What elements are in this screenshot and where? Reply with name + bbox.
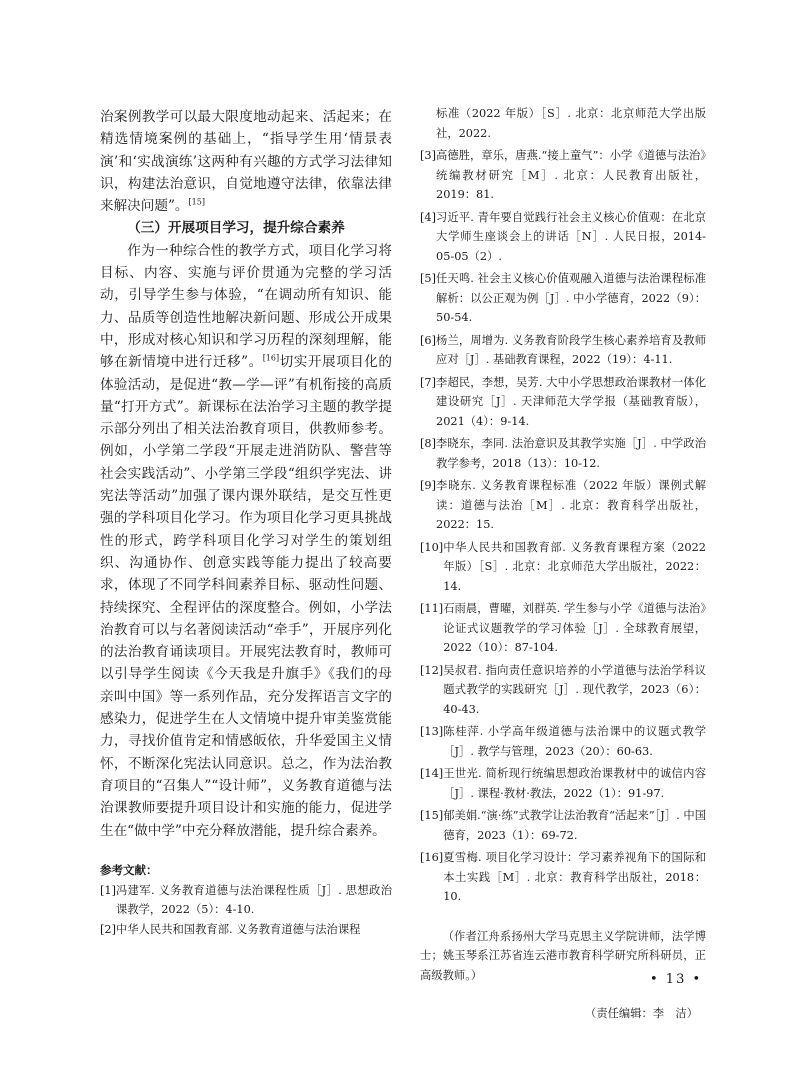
reference-number: [9] (420, 479, 437, 492)
paragraph-text: 作为一种综合性的教学方式，项目化学习将目标、内容、实施与评价贯通为完整的学习活动，引导学生参与体验，“在调动所有知识、能力、品质等创造性地解决新问题、形成公开成果中，形成对核心知识和学习历程的深刻理解，能够在新情境中进行迁移”。 (100, 242, 392, 371)
reference-text: 石雨晨，曹曜，刘群英. 学生参与小学《道德与法治》论证式议题教学的学习体验［J］. 全球教育展望，2022（10）：87-104. (443, 602, 706, 654)
reference-item (420, 434, 706, 473)
reference-number: [2] (100, 922, 117, 936)
reference-number: [5] (420, 272, 437, 285)
reference-number: [3] (420, 149, 437, 162)
reference-number: [11] (420, 602, 444, 615)
reference-number: [4] (420, 210, 437, 224)
reference-text: 习近平. 青年要自觉践行社会主义核心价值观：在北京大学师生座谈会上的讲话［N］. 人民日报，2014-05-05（2）. (436, 210, 706, 263)
section-heading: （三）开展项目学习，提升综合素养 (127, 220, 345, 237)
reference-text: 吴叔君. 指向责任意识培养的小学道德与法治学科议题式教学的实践研究［J］. 现代教学，2023（6）：40-43. (443, 663, 706, 716)
right-column (420, 0, 706, 1021)
reference-item (420, 538, 706, 597)
reference-text: 任天鸣. 社会主义核心价值观融入道德与法治课程标准解析：以公正观为例［J］. 中小学德育，2022（9）：50-54. (436, 272, 706, 324)
reference-text: 杨兰，周增为. 义务教育阶段学生核心素养培育及教师应对［J］. 基础教育课程，2022（19）：4-11. (436, 333, 706, 366)
reference-item (420, 599, 706, 658)
reference-text: 中华人民共和国教育部. 义务教育课程方案（2022 年版）［S］. 北京：北京师范大学出版社，2022：14. (443, 540, 706, 593)
paragraph-text: 切实开展项目化的体验活动，是促进“教—学—评”有机衔接的高质量“打开方式”。新课标在法治学习主题的教学提示部分列出了相关法治教育项目，供教师参考。例如，小学第二学段“开展走进消防队、警营等社会实践活动”、小学第三学段“组织学宪法、讲宪法等活动”加强了课内课外联结，是交互性更强的学科项目化学习。作为项目化学习更具挑战性的形式，跨学科项目化学习对学生的策划组织、沟通协作、创意实践等能力提出了较高要求，体现了不同学科间素养目标、驱动性问题、持续探究、全程评估的深度整合。例如，小学法治教育可以与名著阅读活动“牵手”，开展序列化的法治教育诵读项目。开展宪法教育时，教师可以引导学生阅读《今天我是升旗手》《我们的母亲叫中国》等一系列作品，充分发挥语言文字的感染力，促进学生在人文情境中提升审美鉴赏能力，寻找价值肯定和情感皈依，升华爱国主义情怀，不断深化宪法认同意识。总之，作为法治教育项目的“召集人”“设计师”，义务教育道德与法治课教师要提升项目设计和实施的能力，促进学生在“做中学”中充分释放潜能，提升综合素养。 (100, 354, 392, 839)
paragraph-text: 治案例教学可以最大限度地动起来、活起来；在精选情境案例的基础上，“指导学生用‘情景表演’和‘实战演练’这两种有兴趣的方式学习法律知识，构建法治意识，自觉地遵守法律，依靠法律来解决问题”。 (100, 109, 392, 215)
reference-item (420, 848, 706, 907)
reference-item (420, 722, 706, 761)
reference-text: 冯建军. 义务教育道德与法治课程性质［J］. 思想政治课教学，2022（5）：4-10. (116, 883, 392, 917)
reference-text: 郁美娟.“演·练”式教学让法治教育“活起来”［J］. 中国德育，2023（1）：69-72. (443, 809, 706, 842)
reference-item (420, 208, 706, 267)
references-heading: 参考文献： (100, 862, 158, 877)
reference-number: [10] (420, 540, 444, 554)
reference-item (100, 920, 392, 940)
reference-list (100, 881, 392, 940)
reference-text: 李晓东. 义务教育课程标准（2022 年版）课例式解读：道德与法治［M］. 北京：教育科学出版社，2022：15. (436, 479, 706, 531)
reference-text: 夏雪梅. 项目化学习设计：学习素养视角下的国际和本土实践［M］. 北京：教育科学出版社，2018：10. (443, 851, 706, 903)
page-number: • 13 • (650, 972, 703, 987)
author-note: （作者江舟系扬州大学马克思主义学院讲师，法学博士；姚玉琴系江苏省连云港市教育科学研究所科研员，正高级教师。） (420, 929, 706, 982)
reference-item (420, 331, 706, 370)
reference-number: [1] (100, 883, 117, 897)
left-column (100, 0, 392, 939)
reference-item (420, 146, 706, 205)
citation-mark: [16] (262, 353, 280, 363)
reference-item (100, 881, 392, 920)
reference-number: [16] (420, 851, 444, 864)
reference-item (420, 476, 706, 535)
reference-number: [14] (420, 767, 444, 780)
reference-number: [6] (420, 333, 437, 347)
reference-text: 李晓东，李同. 法治意识及其教学实施［J］. 中学政治教学参考，2018（13）：10-12. (436, 437, 706, 470)
reference-item (420, 661, 706, 720)
reference-list (420, 146, 706, 907)
citation-mark: [15] (188, 197, 205, 207)
reference-text: 中华人民共和国教育部. 义务教育道德与法治课程 (116, 922, 361, 936)
reference-number: [7] (420, 375, 437, 389)
body-paragraph (100, 106, 392, 217)
reference-item (420, 764, 706, 803)
reference-number: [8] (420, 437, 437, 450)
body-paragraph (100, 240, 392, 842)
reference-item (420, 806, 706, 845)
responsible-editor: （责任编辑：李 洁） (585, 1007, 698, 1020)
reference-text: 标准（2022 年版）［S］. 北京：北京师范大学出版社，2022. (436, 107, 706, 140)
reference-text: 王世光. 简析现行统编思想政治课教材中的诚信内容［J］. 课程·教材·教法，2022（1）：91-97. (443, 767, 706, 800)
reference-text: 李超民，李想，吴芳. 大中小学思想政治课教材一体化建设研究［J］. 天津师范大学学报（基础教育版），2021（4）：9-14. (436, 375, 706, 428)
reference-item (420, 373, 706, 432)
reference-number: [15] (420, 809, 444, 822)
reference-number: [12] (420, 663, 444, 677)
reference-continuation (420, 104, 706, 143)
reference-text: 陈桂萍. 小学高年级道德与法治课中的议题式教学［J］. 教学与管理，2023（20）：60-63. (443, 725, 706, 758)
reference-item (420, 269, 706, 328)
reference-text: 高德胜，章乐，唐燕.“接上童气”：小学《道德与法治》统编教材研究［M］. 北京：人民教育出版社，2019：81. (436, 149, 706, 201)
reference-number: [13] (420, 725, 444, 738)
